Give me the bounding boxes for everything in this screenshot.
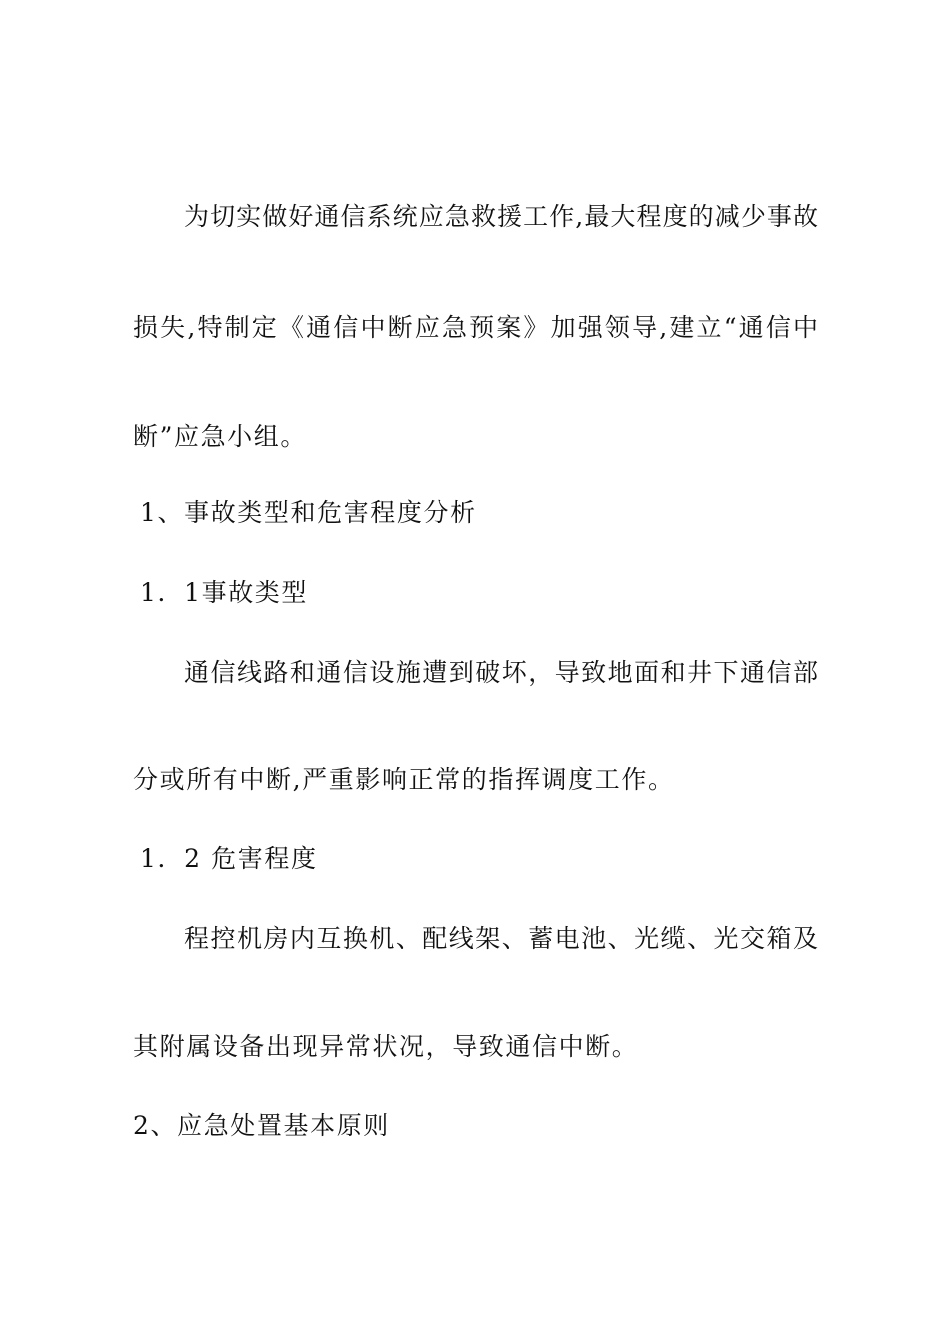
body-paragraph-line: 程控机房内互换机、配线架、蓄电池、光缆、光交箱及	[184, 924, 818, 953]
body-paragraph-line: 断”应急小组。	[133, 422, 307, 451]
section-heading: 2、应急处置基本原则	[133, 1111, 390, 1140]
subsection-heading: 1．2 危害程度	[140, 844, 318, 873]
subsection-heading: 1．1事故类型	[140, 578, 309, 607]
body-paragraph-line: 其附属设备出现异常状况，导致通信中断。	[133, 1032, 639, 1061]
body-paragraph-line: 损失,特制定《通信中断应急预案》加强领导,建立“通信中	[133, 313, 818, 342]
body-paragraph-line: 分或所有中断,严重影响正常的指挥调度工作。	[133, 765, 675, 794]
body-paragraph-line: 通信线路和通信设施遭到破坏，导致地面和井下通信部	[184, 658, 818, 687]
section-heading: 1、事故类型和危害程度分析	[140, 498, 477, 527]
body-paragraph-line: 为切实做好通信系统应急救援工作,最大程度的减少事故	[184, 202, 818, 231]
